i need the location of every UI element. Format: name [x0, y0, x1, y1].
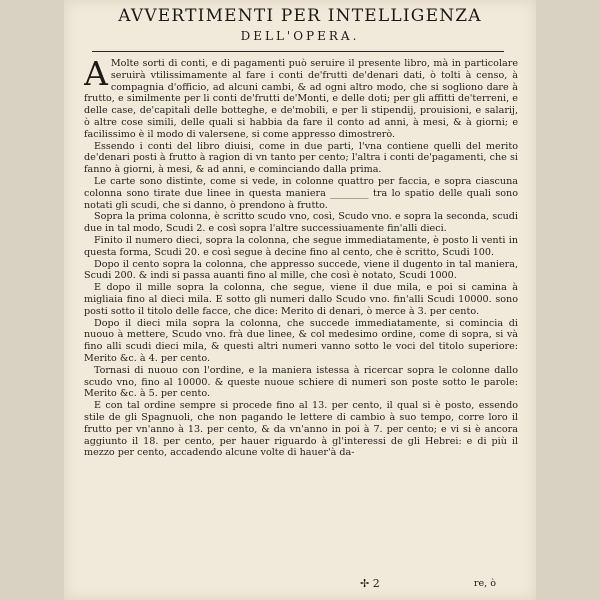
- paragraph-4: Sopra la prima colonna, è scritto scudo vno, così, Scudo vno. e sopra la seconda, scudi due in tal modo, Scudi 2. e così sopra l'altre successiuamente fin'alli dieci.: [84, 211, 518, 235]
- paragraph-5: Finito il numero dieci, sopra la colonna, che segue immediatamente, è posto li venti in questa forma, Scudi 20. e così segue à decine fino al cento, che è scritto, Scudi 100.: [84, 234, 518, 258]
- paragraph-1: A Molte sorti di conti, e di pagamenti può seruire il presente libro, mà in particolare seruirà vtilissimamente al fare i conti de'frutti de'denari dati, ò tolti à censo, à compagnia d'officio, ad alcuni cambi, & ad ogni altro modo, che si sogliono dare à frutto, e similmente per li conti de'frutti de'Monti, e delle doti; per gli affitti de'terreni, e delle case, de'capitali delle botteghe, e de'mobili, e per li stipendij, prouisioni, e salarij, ò altre cose simili, delle quali si habbia da fare il conto ad anni, à mesi, & à giorni; e facilissimo è il modo di valersene, si come appresso dimostrerò.: [84, 58, 518, 140]
- book-page: [64, 0, 536, 600]
- signature-mark: ✢ 2: [360, 577, 380, 590]
- page-subtitle: DELL'OPERA.: [240, 29, 360, 43]
- paragraph-8: Dopo il dieci mila sopra la colonna, che succede immediatamente, si comincia di nuouo à mettere, Scudo vno. frà due linee, & col medesimo ordine, come di sopra, si và fino alli scudi dieci mila, & questi altri numeri vanno sotto le voci del titolo superiore: Merito &c. à 4. per cento.: [84, 317, 518, 364]
- paragraph-7: E dopo il mille sopra la colonna, che segue, viene il due mila, e poi si camina à migliaia fino al dieci mila. E sotto gli numeri dallo Scudo vno. fin'alli Scudi 10000. sono posti sotto il titolo delle facce, che dice: Merito di denari, ò merce à 3. per cento.: [84, 282, 518, 317]
- paragraph-2: Essendo i conti del libro diuisi, come in due parti, l'vna contiene quelli del merito de'denari posti à frutto à ragion di vn tanto per cento; l'altra i conti de'pagamenti, che si fanno à giorni, à mesi, & ad anni, e cominciando dalla prima.: [84, 140, 518, 176]
- page-title: AVVERTIMENTI PER INTELLIGENZA: [118, 6, 482, 26]
- drop-cap: A: [84, 58, 108, 93]
- paragraph-10: E con tal ordine sempre si procede fino al 13. per cento, il qual si è posto, essendo stile de gli Spagnuoli, che non pagando le lettere di cambio à suo tempo, corre loro il frutto per vn'anno à 13. per cento, & da vn'anno in poi à 7. per cento; e vi si è ancora aggiunto il 18. per cento, per hauer riguardo à gl'interessi de gli Hebrei: e di più il mezzo per cento, accadendo alcune volte di hauer'à da-: [84, 400, 518, 459]
- catchword: re, ò: [473, 578, 496, 589]
- paragraph-6: Dopo il cento sopra la colonna, che appresso succede, viene il dugento in tal maniera, Scudi 200. & indi si passa auanti fino al mille, che così è notato, Scudi 1000.: [84, 258, 518, 282]
- page-footer: [64, 577, 536, 591]
- paragraph-9: Tornasi di nuouo con l'ordine, e la maniera istessa à ricercar sopra le colonne dallo scudo vno, fino al 10000. & queste nuoue schiere di numeri son poste sotto le parole: Merito &c. à 5. per cento.: [84, 364, 518, 400]
- paragraph-3: Le carte sono distinte, come si vede, in colonne quattro per faccia, e sopra ciascuna colonna sono tirate due linee in questa maniera ________ tra lo spatio delle quali sono notati gli scudi, che si danno, ò prendono à frutto.: [84, 175, 518, 211]
- body-text: [84, 58, 518, 572]
- title-rule: [92, 51, 504, 52]
